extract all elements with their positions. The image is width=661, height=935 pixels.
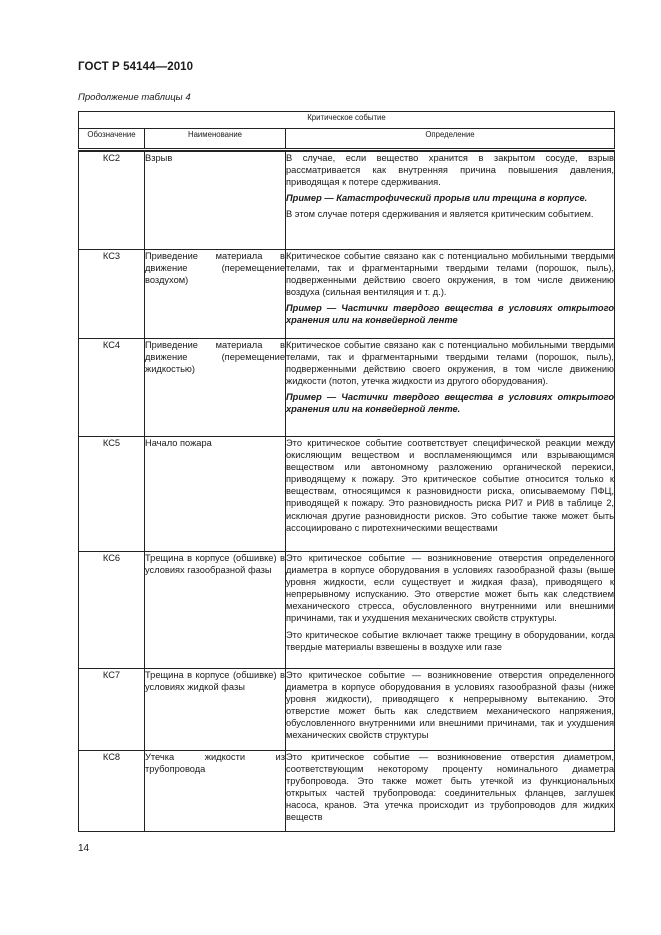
definition-paragraph: В этом случае потеря сдерживания и является критическим событием. (286, 209, 594, 220)
definition-paragraph: Критическое событие связано как с потенциально мобильными твердыми телами, так и фрагментарными твердыми телами (порошок, пыль), подверженными действию своего окружения, в том числе движению воздуха (сильная вентиляция и т. д.). (286, 251, 614, 298)
event-name: Начало пожара (145, 437, 286, 552)
definition-paragraph: Это критическое событие включает также трещину в оборудовании, когда твердые материалы взвешены в воздухе или газе (286, 629, 614, 652)
event-code: КС3 (79, 250, 145, 339)
event-definition (286, 152, 615, 250)
table-caption: Продолжение таблицы 4 (78, 92, 191, 103)
definition-example: Пример — Катастрофический прорыв или трещина в корпусе. (286, 193, 588, 204)
table-row (79, 250, 615, 339)
event-name: Утечка жидкости из трубопровода (145, 751, 286, 832)
event-name: Трещина в корпусе (обшивке) в условиях газообразной фазы (145, 552, 286, 669)
definition-paragraph: Это критическое событие соответствует специфической реакции между окисляющим веществом и воспламеняющимся или взрывающимся веществом или автономному разложению органической перекиси, приводящему к пожару. Это критическое событие относится только к веществам, относящимся к разновидности риска, описываемому ПФЦ, приводящей к пожару. Это разновидность риска РИ7 и РИ8 в таблице 2, исключая другие разновидности рисков. Это событие также может быть ассоциировано с пиротехническими веществами (286, 438, 614, 533)
event-definition (286, 552, 615, 669)
definition-paragraph: Это критическое событие — возникновение отверстия определенного диаметра в корпусе оборудования в условиях газообразной фазы (ниже уровня жидкости), приводящего к непрерывному вытеканию. Это отверстие может быть как следствием механического напряжения, обусловленного внутренними или внешними причинами, так и ухудшения механических свойств структуры (286, 670, 614, 741)
event-name: Трещина в корпусе (обшивке) в условиях жидкой фазы (145, 669, 286, 751)
critical-events-table (78, 111, 615, 832)
column-header-code: Обозначение (79, 129, 145, 150)
document-title: ГОСТ Р 54144—2010 (78, 61, 194, 73)
event-name: Приведение материала в движение (перемещение жидкостью) (145, 339, 286, 437)
definition-paragraph: Это критическое событие — возникновение отверстия диаметром, соответствующим некоторому проценту номинального диаметра трубопровода. Это также может быть утечкой из функциональных открытых частей трубопровода: соединительных фланцев, заглушек насоса, кранов. Эта утечка происходит из трубопроводов для жидких веществ (286, 752, 614, 823)
page-number: 14 (78, 843, 90, 854)
event-code: КС5 (79, 437, 145, 552)
event-code: КС6 (79, 552, 145, 669)
event-name: Взрыв (145, 152, 286, 250)
super-header: Критическое событие (79, 112, 615, 129)
event-definition (286, 751, 615, 832)
event-code: КС4 (79, 339, 145, 437)
definition-example: Пример — Частички твердого вещества в условиях открытого хранения или на конвейерной ленте (286, 303, 614, 326)
event-name: Приведение материала в движение (перемещение воздухом) (145, 250, 286, 339)
event-definition (286, 339, 615, 437)
event-definition (286, 437, 615, 552)
event-definition (286, 250, 615, 339)
event-code: КС7 (79, 669, 145, 751)
table-row (79, 552, 615, 669)
event-definition (286, 669, 615, 751)
definition-example: Пример — Частички твердого вещества в условиях открытого хранения или на конвейерной ленте. (286, 392, 614, 415)
table-row (79, 669, 615, 751)
column-header-definition: Определение (286, 129, 615, 150)
definition-paragraph: Критическое событие связано как с потенциально мобильными твердыми телами, так и фрагментарными твердыми телами (порошок, пыль), подверженными действию своего окружения, в том числе движению жидкости (потоп, утечка жидкости из другого оборудования). (286, 340, 614, 387)
table-row (79, 751, 615, 832)
definition-paragraph: Это критическое событие — возникновение отверстия определенного диаметра в корпусе оборудования в условиях газообразной фазы (выше уровня жидкости, если существует и жидкая фаза), приводящего к непрерывному испусканию. Это отверстие может быть как следствием механического стресса, обусловленного внутренними или внешними причинами, так и ухудшения механических свойств структуры. (286, 553, 614, 624)
event-code: КС2 (79, 152, 145, 250)
table-row (79, 152, 615, 250)
definition-paragraph: В случае, если вещество хранится в закрытом сосуде, взрыв рассматривается как внутренняя причина повышения давления, приводящая к потере сдерживания. (286, 153, 614, 188)
event-code: КС8 (79, 751, 145, 832)
table-row (79, 437, 615, 552)
table-row (79, 339, 615, 437)
column-header-name: Наименование (145, 129, 286, 150)
